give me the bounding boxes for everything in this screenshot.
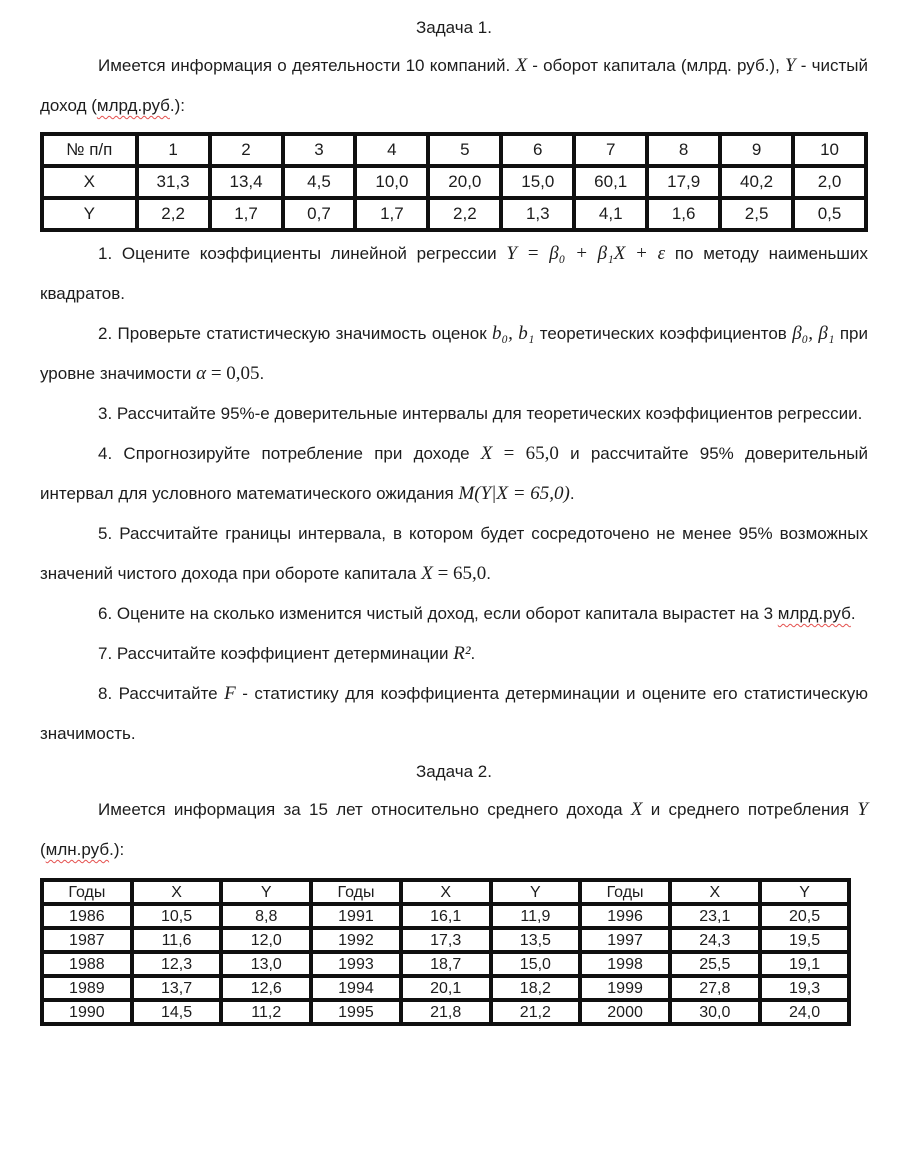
table-cell: 1993 [311,952,401,976]
table-cell: 18,2 [491,976,581,1000]
table-cell: 2,5 [720,198,793,230]
table-row [42,928,849,952]
task1-text-2: по методу наименьших квадратов. [40,244,868,303]
table-cell: 23,1 [670,904,760,928]
intro2-text-4: .): [109,840,125,859]
table-header-cell: 6 [501,134,574,166]
table-cell: 1994 [311,976,401,1000]
table-cell: 2,0 [793,166,866,198]
table-cell: 1988 [42,952,132,976]
task6-text-1: 6. Оцените на сколько изменится чистый доход, если оборот капитала вырастет на 3 [98,604,778,623]
table-cell: 2,2 [428,198,501,230]
table-cell: 13,4 [210,166,283,198]
table-header-cell: 3 [283,134,356,166]
table-cell: 4,5 [283,166,356,198]
table-row [42,198,866,230]
table-cell: 20,1 [401,976,491,1000]
table-cell: 27,8 [670,976,760,1000]
table-cell: 12,0 [221,928,311,952]
intro2-text-3: ( [40,840,46,859]
table-header-cell: 1 [137,134,210,166]
table-cell: 1989 [42,976,132,1000]
table-header-cell: 8 [647,134,720,166]
task8-text-2: - статистику для коэффициента детерминации и оцените его статистическую значимость. [40,684,868,743]
task5-text-1: 5. Рассчитайте границы интервала, в котором будет сосредоточено не менее 95% возможных значений чистого дохода при обороте капитала [40,524,868,583]
table-cell: 13,7 [132,976,222,1000]
x-value-65: = 65,0 [432,563,487,584]
task2-text-3: при уровне значимости [40,324,868,383]
table-cell: 11,2 [221,1000,311,1024]
table-row [42,976,849,1000]
table-cell: 31,3 [137,166,210,198]
table-header-cell: Y [491,880,581,904]
table-cell: 13,5 [491,928,581,952]
table-cell: 11,9 [491,904,581,928]
problem1-task-5 [40,514,868,594]
table-cell: 21,8 [401,1000,491,1024]
table-header-cell: Y [221,880,311,904]
table-header-cell: X [132,880,222,904]
table-cell: 1999 [580,976,670,1000]
table-cell: 1991 [311,904,401,928]
table-header-cell: Y [760,880,850,904]
table-cell: 2000 [580,1000,670,1024]
table-cell: 21,2 [491,1000,581,1024]
var-y-symbol: Y [857,799,868,820]
table-cell: 11,6 [132,928,222,952]
companies-data-table [40,132,868,232]
x-var-symbol: X [421,563,433,584]
table-header-cell: X [401,880,491,904]
task2-text-1: 2. Проверьте статистическую значимость оценок [98,324,492,343]
table-header-cell: Годы [311,880,401,904]
regression-formula: Y = β₀ + β₁X + ε [506,243,666,264]
table-cell: 24,0 [760,1000,850,1024]
table-cell: 1992 [311,928,401,952]
table-header-cell: 4 [355,134,428,166]
table-cell: 24,3 [670,928,760,952]
table-cell: 17,9 [647,166,720,198]
table-cell: 18,7 [401,952,491,976]
task4-text-1: 4. Спрогнозируйте потребление при доходе [98,444,481,463]
x-var-symbol: X [480,443,493,464]
table-cell: 0,5 [793,198,866,230]
table-cell: 0,7 [283,198,356,230]
table-cell: 1,6 [647,198,720,230]
table-cell: 8,8 [221,904,311,928]
intro1-text-2: - оборот капитала (млрд. руб.), [527,56,785,75]
table-header-cell: № п/п [42,134,137,166]
table-cell: 16,1 [401,904,491,928]
table-header-cell: 2 [210,134,283,166]
misspelled-word: млрд.руб [96,96,170,115]
table-cell: 1986 [42,904,132,928]
table-header-row [42,880,849,904]
coefficients-beta0-beta1: β₀, β₁ [792,323,835,344]
table-cell: 14,5 [132,1000,222,1024]
problem1-task-8 [40,674,868,754]
problem1-task-3 [40,394,868,434]
table-header-cell: 5 [428,134,501,166]
table-cell: 1,7 [355,198,428,230]
table-cell: 10,5 [132,904,222,928]
table-cell: 2,2 [137,198,210,230]
alpha-value: = 0,05 [206,363,260,384]
table-cell: 13,0 [221,952,311,976]
table-cell: 15,0 [491,952,581,976]
var-x-symbol: X [630,799,643,820]
task8-text-1: 8. Рассчитайте [98,684,225,703]
var-x-symbol: X [515,55,528,76]
estimates-b0-b1: b₀, b₁ [492,323,535,344]
misspelled-word: млрд.руб [777,604,851,623]
task5-text-2: . [486,564,492,583]
f-statistic-symbol: F [224,683,236,704]
table-cell: 30,0 [670,1000,760,1024]
table-header-row [42,134,866,166]
table-cell: 1,3 [501,198,574,230]
table-cell: 20,0 [428,166,501,198]
table-cell: 1996 [580,904,670,928]
problem1-title: Задача 1. [416,18,492,37]
table-header-cell: X [670,880,760,904]
intro2-text-1: Имеется информация за 15 лет относительно среднего дохода [98,800,631,819]
problem1-task-2 [40,314,868,394]
intro1-text-1: Имеется информация о деятельности 10 компаний. [98,56,516,75]
problem1-task-7 [40,634,868,674]
table-cell: X [42,166,137,198]
task6-text-2: . [850,604,856,623]
misspelled-word: млн.руб [45,840,110,859]
table-cell: 4,1 [574,198,647,230]
table-cell: 1998 [580,952,670,976]
table-header-cell: 7 [574,134,647,166]
problem1-task-6 [40,594,868,634]
table-header-cell: 9 [720,134,793,166]
table-cell: 1995 [311,1000,401,1024]
years-data-table [40,878,851,1026]
table-header-cell: Годы [42,880,132,904]
problem2-intro [40,790,868,870]
conditional-expectation-formula: M(Y|X = 65,0) [458,483,570,504]
task3-text-1: 3. Рассчитайте 95%-е доверительные интервалы для теоретических коэффициентов регрессии. [98,404,863,423]
var-y-symbol: Y [785,55,796,76]
table-cell: 1990 [42,1000,132,1024]
intro1-text-4: .): [169,96,186,115]
r-squared-symbol: R² [453,643,471,664]
table-cell: 1,7 [210,198,283,230]
table-cell: 12,3 [132,952,222,976]
table-cell: 19,5 [760,928,850,952]
table-cell: 1987 [42,928,132,952]
problem2-title: Задача 2. [416,762,492,781]
table-header-cell: Годы [580,880,670,904]
intro2-text-2: и среднего потребления [642,800,858,819]
alpha-symbol: α [196,363,207,384]
intro1-text-3: - чистый доход ( [40,56,868,115]
problem1-task-1 [40,234,868,314]
table-cell: 19,3 [760,976,850,1000]
table-cell: 1997 [580,928,670,952]
table-cell: 20,5 [760,904,850,928]
task2-text-4: . [259,364,265,383]
table-row [42,904,849,928]
problem1-task-4 [40,434,868,514]
task1-text-1: 1. Оцените коэффициенты линейной регрессии [98,244,507,263]
table-header-cell: 10 [793,134,866,166]
task2-text-2: теоретических коэффициентов [534,324,793,343]
table-cell: 19,1 [760,952,850,976]
table-cell: 25,5 [670,952,760,976]
problem1-intro [40,46,868,126]
table-cell: 17,3 [401,928,491,952]
table-cell: 12,6 [221,976,311,1000]
table-row [42,952,849,976]
table-cell: Y [42,198,137,230]
task7-text-1: 7. Рассчитайте коэффициент детерминации [98,644,454,663]
table-cell: 10,0 [355,166,428,198]
table-row [42,166,866,198]
table-cell: 15,0 [501,166,574,198]
table-cell: 40,2 [720,166,793,198]
task4-text-2: и рассчитайте 95% доверительный интервал для условного математического ожидания [40,444,869,503]
table-cell: 60,1 [574,166,647,198]
table-row [42,1000,849,1024]
x-value-65: = 65,0 [492,443,559,464]
task4-text-3: . [569,484,575,503]
task7-text-2: . [470,644,476,663]
